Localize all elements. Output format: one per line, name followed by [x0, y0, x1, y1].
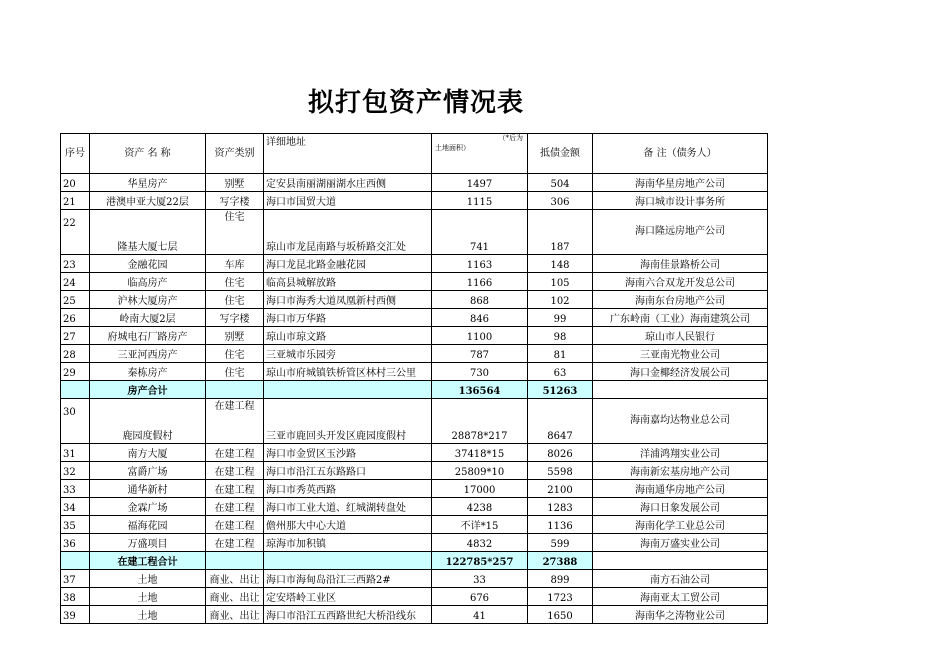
cell-area: 33 — [432, 570, 528, 588]
cell-debt: 1136 — [528, 516, 593, 534]
header-seq: 序号 — [61, 134, 90, 174]
subtotal-row — [61, 381, 768, 399]
table-row — [61, 327, 768, 345]
cell-remark: 海南亚太工贸公司 — [593, 588, 768, 606]
cell-remark: 洋浦鸿翔实业公司 — [593, 444, 768, 462]
cell-type: 住宅 — [206, 291, 264, 309]
cell-address — [264, 381, 432, 399]
cell-type: 写字楼 — [206, 192, 264, 210]
cell-name: 土地 — [90, 570, 206, 588]
cell-debt: 5598 — [528, 462, 593, 480]
cell-area: 25809*10 — [432, 462, 528, 480]
cell-type: 别墅 — [206, 327, 264, 345]
cell-area: 17000 — [432, 480, 528, 498]
cell-seq: 35 — [61, 516, 90, 534]
cell-type: 商业、出让 — [206, 588, 264, 606]
table-row — [61, 210, 768, 255]
cell-remark: 海南新宏基房地产公司 — [593, 462, 768, 480]
cell-debt: 63 — [528, 363, 593, 381]
cell-area: 28878*217 — [432, 399, 528, 444]
cell-seq: 37 — [61, 570, 90, 588]
cell-area: 122785*257 — [432, 552, 528, 570]
cell-remark: 海口城市设计事务所 — [593, 192, 768, 210]
table-row — [61, 399, 768, 444]
cell-debt: 102 — [528, 291, 593, 309]
cell-debt: 1650 — [528, 606, 593, 624]
table-row — [61, 462, 768, 480]
cell-area: 846 — [432, 309, 528, 327]
cell-remark: 海南东台房地产公司 — [593, 291, 768, 309]
cell-debt: 105 — [528, 273, 593, 291]
cell-address: 海口市沿江五西路世纪大桥沿线东 — [264, 606, 432, 624]
sheet-title: 拟打包资产情况表 — [308, 88, 525, 118]
cell-address — [264, 552, 432, 570]
cell-seq: 32 — [61, 462, 90, 480]
cell-address: 海口市工业大道、红城湖转盘处 — [264, 498, 432, 516]
table-row — [61, 363, 768, 381]
cell-type: 在建工程 — [206, 498, 264, 516]
subtotal-row — [61, 552, 768, 570]
cell-debt: 98 — [528, 327, 593, 345]
cell-type: 在建工程 — [206, 516, 264, 534]
cell-seq: 27 — [61, 327, 90, 345]
cell-type: 商业、出让 — [206, 570, 264, 588]
cell-seq: 30 — [61, 399, 90, 444]
cell-seq: 28 — [61, 345, 90, 363]
cell-name: 南方大厦 — [90, 444, 206, 462]
cell-area: 676 — [432, 588, 528, 606]
cell-address: 琼山市琼文路 — [264, 327, 432, 345]
cell-type: 在建工程 — [206, 462, 264, 480]
cell-address: 琼山市府城镇铁桥管区林村三公里 — [264, 363, 432, 381]
cell-address: 定安塔岭工业区 — [264, 588, 432, 606]
cell-name: 房产合计 — [90, 381, 206, 399]
cell-seq: 38 — [61, 588, 90, 606]
cell-address: 海口市秀英西路 — [264, 480, 432, 498]
cell-name: 鹿园度假村 — [90, 399, 206, 444]
cell-seq — [61, 552, 90, 570]
cell-address: 临高县城解放路 — [264, 273, 432, 291]
cell-area: 136564 — [432, 381, 528, 399]
cell-type — [206, 552, 264, 570]
cell-seq: 20 — [61, 174, 90, 192]
table-row — [61, 606, 768, 624]
cell-seq: 29 — [61, 363, 90, 381]
cell-area: 37418*15 — [432, 444, 528, 462]
cell-remark: 海南六合双龙开发总公司 — [593, 273, 768, 291]
table-row — [61, 534, 768, 552]
cell-name: 府城电石厂路房产 — [90, 327, 206, 345]
cell-name: 沪林大厦房产 — [90, 291, 206, 309]
cell-name: 港澳申亚大厦22层 — [90, 192, 206, 210]
header-address: 详细地址 — [264, 134, 432, 174]
cell-type: 住宅 — [206, 345, 264, 363]
cell-name: 在建工程合计 — [90, 552, 206, 570]
cell-address: 海口市沿江五东路路口 — [264, 462, 432, 480]
header-row — [61, 134, 768, 174]
cell-name: 秦栋房产 — [90, 363, 206, 381]
cell-debt: 599 — [528, 534, 593, 552]
cell-name: 土地 — [90, 588, 206, 606]
cell-seq: 21 — [61, 192, 90, 210]
cell-area: 730 — [432, 363, 528, 381]
header-remark: 备 注（债务人） — [593, 134, 768, 174]
table-row — [61, 570, 768, 588]
asset-table — [60, 133, 768, 624]
cell-address: 儋州那大中心大道 — [264, 516, 432, 534]
cell-remark — [593, 552, 768, 570]
cell-debt: 8647 — [528, 399, 593, 444]
cell-type: 在建工程 — [206, 480, 264, 498]
cell-type: 住宅 — [206, 210, 264, 255]
cell-name: 福海花园 — [90, 516, 206, 534]
cell-area: 1115 — [432, 192, 528, 210]
cell-name: 万盛项目 — [90, 534, 206, 552]
table-row — [61, 516, 768, 534]
header-area-label: 土地面积） — [435, 144, 470, 152]
cell-address: 海口市金贸区玉沙路 — [264, 444, 432, 462]
cell-name: 临高房产 — [90, 273, 206, 291]
cell-address: 海口市万华路 — [264, 309, 432, 327]
cell-type: 住宅 — [206, 363, 264, 381]
cell-area: 4238 — [432, 498, 528, 516]
table-row — [61, 444, 768, 462]
table-row — [61, 480, 768, 498]
table-row — [61, 273, 768, 291]
cell-remark: 三亚南光物业公司 — [593, 345, 768, 363]
cell-remark: 海南化学工业总公司 — [593, 516, 768, 534]
table-row — [61, 291, 768, 309]
cell-debt: 187 — [528, 210, 593, 255]
cell-type: 在建工程 — [206, 534, 264, 552]
cell-area: 1100 — [432, 327, 528, 345]
table-row — [61, 192, 768, 210]
table-row — [61, 174, 768, 192]
cell-type — [206, 381, 264, 399]
cell-seq: 25 — [61, 291, 90, 309]
cell-address: 三亚市鹿回头开发区鹿园度假村 — [264, 399, 432, 444]
table-row — [61, 345, 768, 363]
cell-remark: 海口金椰经济发展公司 — [593, 363, 768, 381]
cell-type: 别墅 — [206, 174, 264, 192]
cell-remark: 海南华星房地产公司 — [593, 174, 768, 192]
cell-debt: 81 — [528, 345, 593, 363]
header-area-note: （*后为 — [498, 134, 523, 142]
cell-address: 海口龙昆北路金融花园 — [264, 255, 432, 273]
cell-debt: 1283 — [528, 498, 593, 516]
cell-area: 741 — [432, 210, 528, 255]
cell-remark: 海口日象发展公司 — [593, 498, 768, 516]
cell-debt: 504 — [528, 174, 593, 192]
cell-seq: 26 — [61, 309, 90, 327]
cell-address: 琼海市加积镇 — [264, 534, 432, 552]
cell-remark: 广东岭南（工业）海南建筑公司 — [593, 309, 768, 327]
cell-debt: 899 — [528, 570, 593, 588]
table-row — [61, 255, 768, 273]
cell-debt: 1723 — [528, 588, 593, 606]
cell-type: 在建工程 — [206, 399, 264, 444]
cell-remark: 海南佳景路桥公司 — [593, 255, 768, 273]
table-row — [61, 309, 768, 327]
cell-seq: 22 — [61, 210, 90, 255]
cell-remark: 琼山市人民银行 — [593, 327, 768, 345]
cell-seq: 34 — [61, 498, 90, 516]
cell-name: 富爵广场 — [90, 462, 206, 480]
cell-seq: 23 — [61, 255, 90, 273]
cell-remark: 南方石油公司 — [593, 570, 768, 588]
cell-name: 金融花园 — [90, 255, 206, 273]
cell-debt: 306 — [528, 192, 593, 210]
cell-remark: 海南华之涛物业公司 — [593, 606, 768, 624]
cell-address: 三亚城市乐园旁 — [264, 345, 432, 363]
header-debt: 抵债金额 — [528, 134, 593, 174]
cell-seq: 36 — [61, 534, 90, 552]
cell-debt: 148 — [528, 255, 593, 273]
cell-area: 不详*15 — [432, 516, 528, 534]
cell-seq: 33 — [61, 480, 90, 498]
table-row — [61, 588, 768, 606]
cell-seq: 31 — [61, 444, 90, 462]
cell-debt: 8026 — [528, 444, 593, 462]
cell-area: 868 — [432, 291, 528, 309]
cell-type: 住宅 — [206, 273, 264, 291]
cell-seq: 39 — [61, 606, 90, 624]
cell-area: 4832 — [432, 534, 528, 552]
cell-remark: 海南嘉均达物业总公司 — [593, 399, 768, 444]
cell-address: 海口市海甸岛沿江三西路2# — [264, 570, 432, 588]
cell-type: 在建工程 — [206, 444, 264, 462]
cell-address: 海口市国贸大道 — [264, 192, 432, 210]
cell-area: 1166 — [432, 273, 528, 291]
cell-name: 华星房产 — [90, 174, 206, 192]
cell-remark: 海南通华房地产公司 — [593, 480, 768, 498]
cell-debt: 2100 — [528, 480, 593, 498]
cell-name: 金霖广场 — [90, 498, 206, 516]
cell-name: 三亚河西房产 — [90, 345, 206, 363]
cell-remark: 海口隆远房地产公司 — [593, 210, 768, 255]
cell-area: 1497 — [432, 174, 528, 192]
cell-type: 车库 — [206, 255, 264, 273]
cell-debt: 99 — [528, 309, 593, 327]
cell-name: 通华新村 — [90, 480, 206, 498]
cell-address: 琼山市龙昆南路与坂桥路交汇处 — [264, 210, 432, 255]
cell-name: 岭南大厦2层 — [90, 309, 206, 327]
cell-name: 土地 — [90, 606, 206, 624]
cell-seq — [61, 381, 90, 399]
cell-name: 隆基大厦七层 — [90, 210, 206, 255]
cell-type: 写字楼 — [206, 309, 264, 327]
cell-remark — [593, 381, 768, 399]
header-area — [432, 134, 528, 174]
cell-debt: 27388 — [528, 552, 593, 570]
cell-address: 海口市海秀大道凤凰新村西侧 — [264, 291, 432, 309]
cell-remark: 海南万盛实业公司 — [593, 534, 768, 552]
cell-area: 41 — [432, 606, 528, 624]
cell-seq: 24 — [61, 273, 90, 291]
header-type: 资产类别 — [206, 134, 264, 174]
table-row — [61, 498, 768, 516]
cell-address: 定安县南丽湖丽湖水庄西侧 — [264, 174, 432, 192]
cell-area: 1163 — [432, 255, 528, 273]
cell-debt: 51263 — [528, 381, 593, 399]
cell-area: 787 — [432, 345, 528, 363]
header-name: 资产 名 称 — [90, 134, 206, 174]
cell-type: 商业、出让 — [206, 606, 264, 624]
